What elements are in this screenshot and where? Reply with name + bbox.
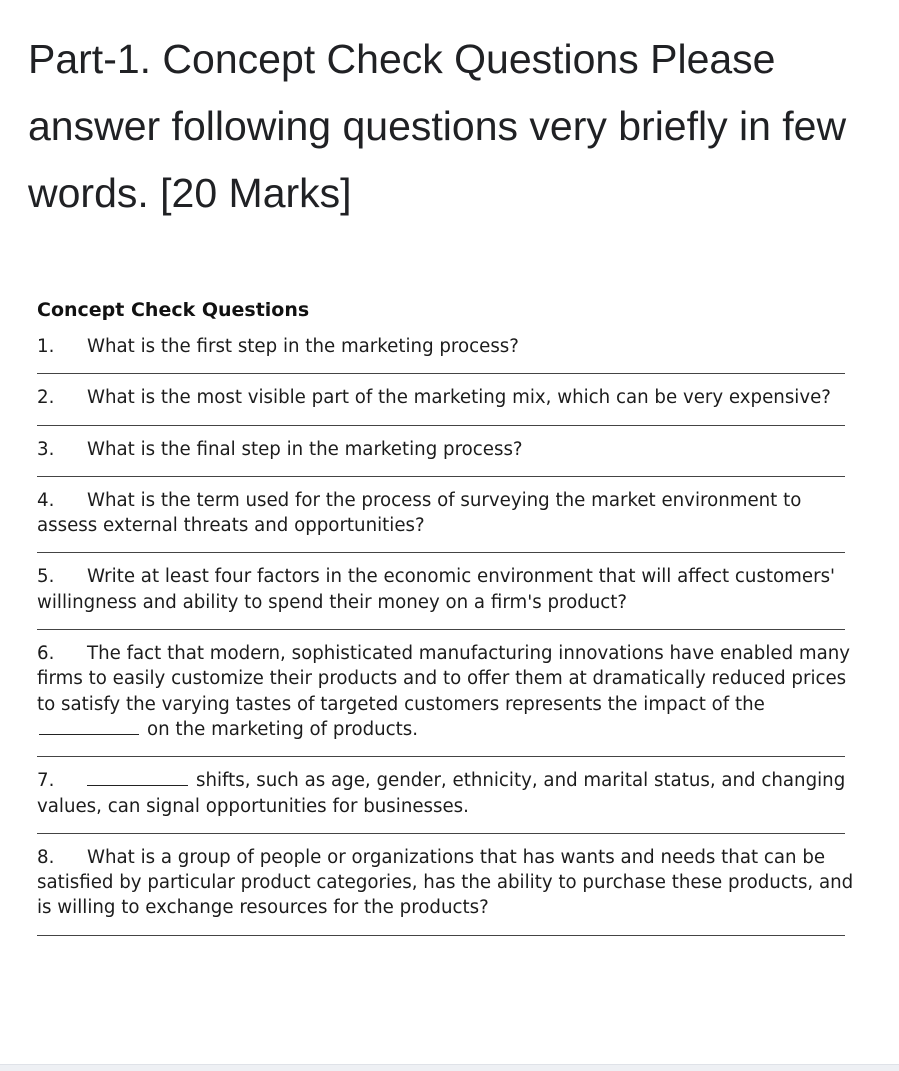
question-number: 2. [37,387,55,409]
bottom-edge [0,1064,899,1071]
question-8 [37,834,857,936]
question-list [37,334,857,936]
question-4 [37,477,857,554]
worksheet [37,296,857,936]
question-number: 5. [37,566,55,588]
page-title: Part-1. Concept Check Questions Please answer following questions very briefly in few words. [20 Marks] [28,36,847,216]
question-text: What is the final step in the marketing process? [87,438,523,460]
question-number: 4. [37,489,55,511]
question-number: 1. [37,336,55,357]
question-6 [37,630,857,757]
question-7 [37,757,857,834]
question-5 [37,553,857,630]
question-number: 3. [37,438,55,460]
question-2 [37,374,857,425]
question-text: What is the most visible part of the marketing mix, which can be very expensive? [87,387,831,409]
question-text: What is the first step in the marketing process? [87,336,519,357]
fill-in-blank [87,771,188,786]
question-number: 6. [37,643,55,665]
question-number: 7. [37,770,55,792]
question-3 [37,426,857,477]
section-heading: Concept Check Questions [37,299,310,321]
fill-in-blank [39,720,139,735]
question-text-continued: on the marketing of products. [147,718,419,740]
question-text: shifts, such as age, gender, ethnicity, and marital status, and changing values, can signal opportunities for businesses. [37,770,846,817]
question-number: 8. [37,846,55,868]
answer-line [37,935,845,936]
question-text: What is a group of people or organizations that has wants and needs that can be satisfied by particular product categories, has the ability to purchase these products, and is willing to exchange resources for the products? [37,846,854,919]
question-text: What is the term used for the process of surveying the market environment to assess external threats and opportunities? [37,489,802,537]
question-text: Write at least four factors in the economic environment that will affect customers' willingness and ability to spend their money on a firm's product? [37,566,836,613]
question-1 [37,334,857,374]
question-text: The fact that modern, sophisticated manufacturing innovations have enabled many firms to easily customize their products and to offer them at dramatically reduced prices to satisfy the varying tastes of targeted customers represents the impact of the [37,643,851,715]
